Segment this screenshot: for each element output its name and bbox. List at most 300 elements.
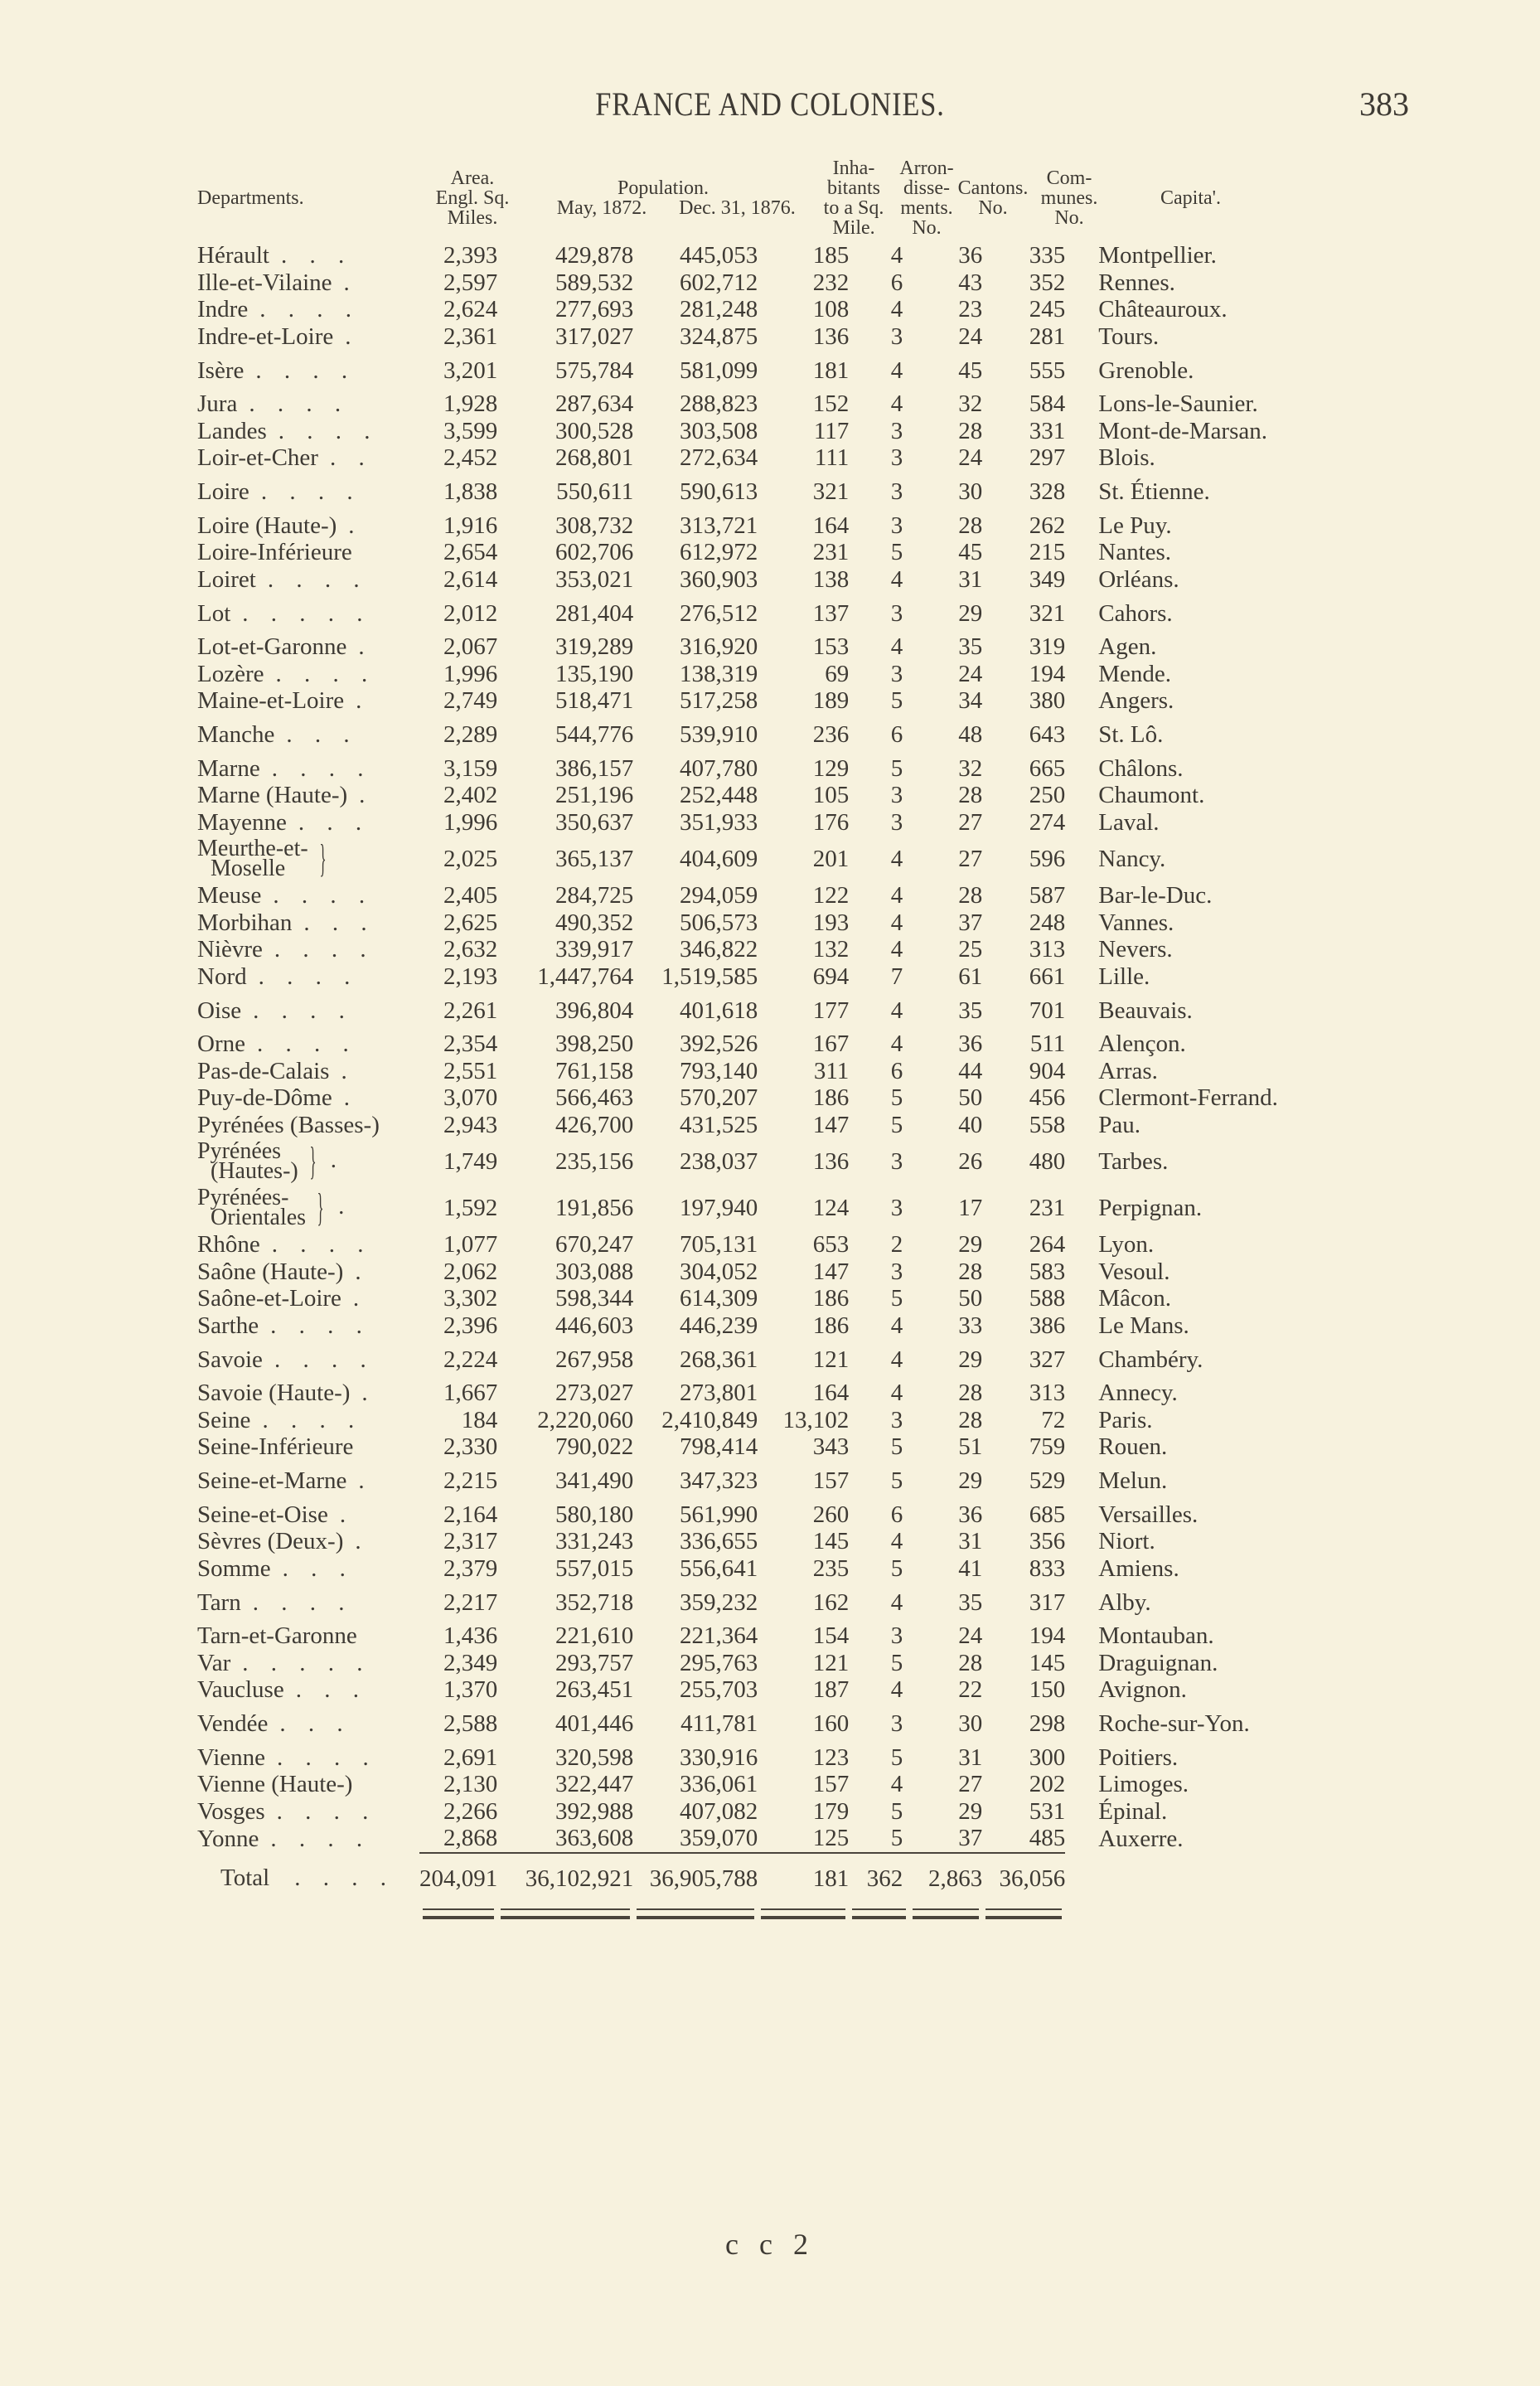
communes-count: 587 bbox=[1029, 882, 1066, 909]
capital-city: Rouen. bbox=[1098, 1433, 1168, 1461]
population-1872: 557,015 bbox=[555, 1554, 634, 1582]
arrondissements-count: 3 bbox=[890, 599, 903, 627]
cantons-count: 41 bbox=[958, 1554, 983, 1582]
department-name bbox=[197, 1138, 298, 1184]
capital-city: Versailles. bbox=[1098, 1501, 1199, 1528]
department-name: Tarn bbox=[197, 1588, 241, 1616]
inhabitants-per-sq-mile: 201 bbox=[812, 846, 850, 872]
population-1872: 1,447,764 bbox=[537, 963, 634, 990]
capital-city: Vesoul. bbox=[1098, 1258, 1170, 1285]
total-department-area: 204,091 bbox=[419, 1853, 497, 1903]
table-row bbox=[197, 1771, 1278, 1798]
communes-count: 596 bbox=[1029, 846, 1066, 872]
population-1872: 575,784 bbox=[555, 356, 634, 384]
page-number: 383 bbox=[1359, 85, 1409, 123]
total-population-1872: 36,102,921 bbox=[497, 1853, 633, 1903]
communes-count: 328 bbox=[1029, 478, 1066, 505]
cantons-count: 32 bbox=[958, 390, 983, 418]
department-area: 2,943 bbox=[443, 1111, 498, 1138]
table-row bbox=[197, 323, 1278, 351]
communes-count: 319 bbox=[1029, 633, 1066, 661]
inhabitants-per-sq-mile: 186 bbox=[812, 1285, 850, 1312]
leader-dots: . . . bbox=[295, 1676, 367, 1704]
leader-dots: . bbox=[341, 1057, 356, 1084]
table-row bbox=[197, 782, 1278, 809]
department-name: Saône (Haute-) bbox=[197, 1258, 344, 1285]
population-1876: 360,903 bbox=[680, 565, 758, 593]
table-row bbox=[197, 936, 1278, 963]
department-area: 2,062 bbox=[443, 1258, 498, 1285]
department-name-cell bbox=[197, 350, 419, 390]
department-name-cell bbox=[197, 1058, 419, 1085]
cantons-count: 23 bbox=[958, 296, 983, 323]
capital-city: Chaumont. bbox=[1098, 782, 1205, 809]
population-1876: 446,239 bbox=[680, 1312, 758, 1339]
population-1872: 350,637 bbox=[555, 808, 634, 836]
cantons-count: 45 bbox=[958, 539, 983, 566]
arrondissements-count: 6 bbox=[890, 721, 903, 748]
table-row bbox=[197, 296, 1278, 323]
cantons-count: 28 bbox=[958, 1649, 983, 1676]
cantons-count: 31 bbox=[958, 1528, 983, 1555]
capital-city: Angers. bbox=[1098, 687, 1174, 715]
population-1872: 790,022 bbox=[555, 1433, 634, 1461]
population-1876: 431,525 bbox=[680, 1111, 758, 1138]
population-1876: 2,410,849 bbox=[661, 1406, 758, 1433]
department-name-cell bbox=[197, 472, 419, 512]
communes-count: 583 bbox=[1029, 1258, 1066, 1285]
leader-dots: . . . . bbox=[294, 1865, 395, 1891]
department-name: Lot-et-Garonne bbox=[197, 633, 347, 661]
table-row bbox=[197, 1461, 1278, 1501]
department-name-cell bbox=[197, 1825, 419, 1853]
header-area-line: Engl. Sq. bbox=[435, 187, 510, 209]
arrondissements-count: 4 bbox=[890, 1312, 903, 1339]
header-area-line: Area. bbox=[450, 167, 495, 189]
double-rule bbox=[501, 1908, 630, 1919]
population-1872: 303,088 bbox=[555, 1258, 634, 1285]
department-name-cell bbox=[197, 990, 419, 1031]
department-name-cell bbox=[197, 1312, 419, 1340]
table-row bbox=[197, 715, 1278, 755]
population-1876: 590,613 bbox=[680, 478, 758, 505]
population-1876: 336,655 bbox=[680, 1528, 758, 1555]
table-row bbox=[197, 593, 1278, 633]
leader-dots: . bbox=[345, 322, 360, 350]
inhabitants-per-sq-mile: 236 bbox=[812, 721, 850, 748]
department-name-cell bbox=[197, 809, 419, 837]
leader-dots: . bbox=[330, 1146, 346, 1173]
department-name: Sèvres (Deux-) bbox=[197, 1528, 344, 1555]
department-name: Savoie (Haute-) bbox=[197, 1380, 351, 1407]
department-name: Vaucluse bbox=[197, 1676, 284, 1704]
cantons-count: 31 bbox=[958, 565, 983, 593]
population-1872: 251,196 bbox=[555, 782, 634, 809]
capital-city: Lille. bbox=[1098, 963, 1150, 990]
communes-count: 215 bbox=[1029, 539, 1066, 566]
communes-count: 661 bbox=[1029, 963, 1066, 990]
population-1876: 303,508 bbox=[680, 417, 758, 444]
arrondissements-count: 5 bbox=[890, 1467, 903, 1494]
department-name: Rhône bbox=[197, 1231, 260, 1258]
capital-city: Grenoble. bbox=[1098, 356, 1194, 384]
cantons-count: 36 bbox=[958, 1501, 983, 1528]
department-name-cell bbox=[197, 1622, 419, 1650]
department-area: 2,217 bbox=[443, 1588, 498, 1616]
communes-count: 380 bbox=[1029, 687, 1066, 715]
leader-dots: . bbox=[338, 1192, 353, 1220]
population-1876: 138,319 bbox=[680, 660, 758, 687]
leader-dots: . bbox=[343, 269, 358, 296]
inhabitants-per-sq-mile: 137 bbox=[812, 599, 850, 627]
cantons-count: 27 bbox=[958, 808, 983, 836]
communes-count: 584 bbox=[1029, 390, 1066, 418]
department-name: Saône-et-Loire bbox=[197, 1285, 341, 1312]
leader-dots: . . . . bbox=[252, 1588, 353, 1616]
population-1872: 365,137 bbox=[555, 846, 634, 872]
population-1872: 287,634 bbox=[555, 390, 634, 418]
department-name: Oise bbox=[197, 997, 242, 1024]
inhabitants-per-sq-mile: 145 bbox=[812, 1528, 850, 1555]
department-name bbox=[197, 836, 308, 881]
department-name: Pyrénées (Basses-) bbox=[197, 1111, 380, 1138]
department-name-cell bbox=[197, 242, 419, 269]
department-area: 2,130 bbox=[443, 1771, 498, 1798]
cantons-count: 36 bbox=[958, 242, 983, 269]
inhabitants-per-sq-mile: 231 bbox=[812, 539, 850, 566]
cantons-count: 30 bbox=[958, 1710, 983, 1737]
department-name: Vosges bbox=[197, 1797, 265, 1825]
table-row bbox=[197, 418, 1278, 445]
inhabitants-per-sq-mile: 13,102 bbox=[782, 1406, 850, 1433]
inhabitants-per-sq-mile: 653 bbox=[812, 1231, 850, 1258]
cantons-count: 24 bbox=[958, 660, 983, 687]
inhabitants-per-sq-mile: 181 bbox=[812, 356, 850, 384]
population-1872: 284,725 bbox=[555, 882, 634, 909]
department-area: 1,592 bbox=[443, 1195, 498, 1221]
department-name-cell bbox=[197, 936, 419, 963]
department-name: Loir-et-Cher bbox=[197, 444, 318, 472]
table-row bbox=[197, 1650, 1278, 1677]
population-1876: 407,082 bbox=[680, 1797, 758, 1825]
capital-city: Le Puy. bbox=[1098, 512, 1172, 539]
arrondissements-count: 4 bbox=[890, 1528, 903, 1555]
cantons-count: 28 bbox=[958, 417, 983, 444]
header-cantons-line: No. bbox=[978, 197, 1008, 219]
department-name-cell bbox=[197, 1084, 419, 1112]
capital-city: Alençon. bbox=[1098, 1031, 1186, 1058]
department-area: 2,597 bbox=[443, 269, 498, 296]
table-row bbox=[197, 1185, 1278, 1231]
communes-count: 262 bbox=[1029, 512, 1066, 539]
inhabitants-per-sq-mile: 108 bbox=[812, 296, 850, 323]
department-name: Lozère bbox=[197, 660, 264, 687]
capital-city: Lyon. bbox=[1098, 1231, 1155, 1258]
population-1876: 295,763 bbox=[680, 1649, 758, 1676]
cantons-count: 50 bbox=[958, 1084, 983, 1112]
communes-count: 72 bbox=[1041, 1406, 1066, 1433]
capital-city: Avignon. bbox=[1098, 1676, 1187, 1704]
leader-dots: . bbox=[355, 1258, 370, 1285]
capital-city: Bar-le-Duc. bbox=[1098, 882, 1213, 909]
leader-dots: . . . bbox=[279, 1710, 351, 1737]
inhabitants-per-sq-mile: 321 bbox=[812, 478, 850, 505]
total-communes-count: 36,056 bbox=[982, 1853, 1065, 1903]
arrondissements-count: 3 bbox=[890, 1258, 903, 1285]
population-1872: 670,247 bbox=[555, 1231, 634, 1258]
population-1876: 517,258 bbox=[680, 687, 758, 715]
capital-city: Pau. bbox=[1098, 1111, 1140, 1138]
inhabitants-per-sq-mile: 176 bbox=[812, 808, 850, 836]
population-1872: 544,776 bbox=[555, 721, 634, 748]
population-1872: 363,608 bbox=[555, 1825, 634, 1852]
capital-city: Agen. bbox=[1098, 633, 1157, 661]
department-name-cell bbox=[197, 1582, 419, 1622]
department-area: 2,452 bbox=[443, 444, 498, 472]
department-area: 2,361 bbox=[443, 322, 498, 350]
leader-dots: . . . . bbox=[256, 1031, 357, 1058]
total-label: Total bbox=[220, 1865, 270, 1891]
empty-cell bbox=[1065, 1853, 1278, 1903]
department-name: Indre-et-Loire bbox=[197, 322, 334, 350]
population-1872: 550,611 bbox=[556, 478, 634, 505]
population-1872: 446,603 bbox=[555, 1312, 634, 1339]
population-1872: 268,801 bbox=[555, 444, 634, 472]
inhabitants-per-sq-mile: 164 bbox=[812, 1380, 850, 1407]
population-1872: 589,532 bbox=[555, 269, 634, 296]
inhabitants-per-sq-mile: 157 bbox=[812, 1771, 850, 1798]
department-name-cell bbox=[197, 323, 419, 351]
signature-mark: c c 2 bbox=[725, 2228, 815, 2261]
table-row bbox=[197, 444, 1278, 472]
department-area: 2,614 bbox=[443, 565, 498, 593]
department-name-cell bbox=[197, 1380, 419, 1407]
capital-city: Mâcon. bbox=[1098, 1285, 1172, 1312]
arrondissements-count: 4 bbox=[890, 1031, 903, 1058]
inhabitants-per-sq-mile: 125 bbox=[812, 1825, 850, 1852]
inhabitants-per-sq-mile: 162 bbox=[812, 1588, 850, 1616]
department-name-cell bbox=[197, 1501, 419, 1529]
leader-dots: . . . . . bbox=[242, 599, 371, 627]
communes-count: 833 bbox=[1029, 1554, 1066, 1582]
department-name: Landes bbox=[197, 417, 267, 444]
department-name: Seine-et-Oise bbox=[197, 1501, 328, 1528]
department-name-cell bbox=[197, 1231, 419, 1258]
department-name-cell bbox=[197, 836, 419, 882]
communes-count: 231 bbox=[1029, 1195, 1066, 1221]
capital-city: Limoges. bbox=[1098, 1771, 1189, 1798]
capital-city: Rennes. bbox=[1098, 269, 1175, 296]
population-1876: 221,364 bbox=[680, 1622, 758, 1650]
population-1876: 392,526 bbox=[680, 1031, 758, 1058]
department-name-cell bbox=[197, 296, 419, 323]
leader-dots: . bbox=[358, 633, 373, 661]
communes-count: 335 bbox=[1029, 242, 1066, 269]
header-density-line: to a Sq. bbox=[823, 197, 884, 219]
cantons-count: 28 bbox=[958, 1258, 983, 1285]
population-1876: 561,990 bbox=[680, 1501, 758, 1528]
population-1876: 1,519,585 bbox=[661, 963, 758, 990]
table-row bbox=[197, 1676, 1278, 1704]
table-row bbox=[197, 566, 1278, 594]
leader-dots: . . . . bbox=[278, 417, 379, 444]
department-area: 2,551 bbox=[443, 1057, 498, 1084]
department-name-cell bbox=[197, 1285, 419, 1312]
department-name-line: (Hautes-) bbox=[211, 1158, 298, 1184]
inhabitants-per-sq-mile: 186 bbox=[812, 1312, 850, 1339]
population-1876: 359,232 bbox=[680, 1588, 758, 1616]
leader-dots: . . . bbox=[282, 1554, 354, 1582]
inhabitants-per-sq-mile: 147 bbox=[812, 1111, 850, 1138]
leader-dots: . bbox=[355, 1528, 370, 1555]
department-area: 1,916 bbox=[443, 512, 498, 539]
department-area: 2,405 bbox=[443, 882, 498, 909]
department-name: Lot bbox=[197, 599, 231, 627]
table-row bbox=[197, 1285, 1278, 1312]
table-row bbox=[197, 390, 1278, 418]
inhabitants-per-sq-mile: 160 bbox=[812, 1710, 850, 1737]
leader-dots: . bbox=[352, 1285, 368, 1312]
cantons-count: 45 bbox=[958, 356, 983, 384]
population-1876: 570,207 bbox=[680, 1084, 758, 1112]
communes-count: 313 bbox=[1029, 1380, 1066, 1407]
communes-count: 555 bbox=[1029, 356, 1066, 384]
total-arrondissements-count: 362 bbox=[849, 1853, 909, 1903]
department-area: 2,749 bbox=[443, 687, 498, 715]
communes-count: 531 bbox=[1029, 1797, 1066, 1825]
cantons-count: 61 bbox=[958, 963, 983, 990]
department-area: 2,393 bbox=[443, 242, 498, 269]
capital-city: Épinal. bbox=[1098, 1797, 1168, 1825]
leader-dots: . bbox=[359, 782, 374, 809]
department-area: 2,266 bbox=[443, 1797, 498, 1825]
header-density-line: Mile. bbox=[832, 217, 875, 239]
inhabitants-per-sq-mile: 69 bbox=[825, 660, 850, 687]
communes-count: 386 bbox=[1029, 1312, 1066, 1339]
department-name-cell bbox=[197, 539, 419, 566]
arrondissements-count: 4 bbox=[890, 1588, 903, 1616]
arrondissements-count: 3 bbox=[890, 660, 903, 687]
header-pop-1872: May, 1872. bbox=[556, 197, 647, 219]
table-row bbox=[197, 1407, 1278, 1434]
capital-city: Paris. bbox=[1098, 1406, 1153, 1433]
double-rule bbox=[913, 1908, 979, 1919]
department-area: 2,289 bbox=[443, 721, 498, 748]
cantons-count: 51 bbox=[958, 1433, 983, 1461]
leader-dots: . . . . bbox=[277, 1743, 377, 1771]
population-1876: 268,361 bbox=[680, 1346, 758, 1373]
population-1872: 580,180 bbox=[555, 1501, 634, 1528]
table-row bbox=[197, 1112, 1278, 1139]
department-name: Somme bbox=[197, 1554, 271, 1582]
arrondissements-count: 4 bbox=[890, 1346, 903, 1373]
population-1872: 396,804 bbox=[555, 997, 634, 1024]
department-name: Marne (Haute-) bbox=[197, 782, 348, 809]
population-1872: 293,757 bbox=[555, 1649, 634, 1676]
cantons-count: 22 bbox=[958, 1676, 983, 1704]
double-rule bbox=[423, 1908, 494, 1919]
table-row bbox=[197, 1528, 1278, 1555]
department-area: 2,025 bbox=[443, 846, 498, 872]
table-row bbox=[197, 1312, 1278, 1340]
cantons-count: 48 bbox=[958, 721, 983, 748]
department-name-line: Moselle bbox=[211, 856, 286, 881]
leader-dots: . . . . bbox=[274, 936, 375, 963]
department-name: Savoie bbox=[197, 1346, 263, 1373]
arrondissements-count: 4 bbox=[890, 1380, 903, 1407]
arrondissements-count: 5 bbox=[890, 1554, 903, 1582]
leader-dots: . bbox=[361, 1380, 376, 1407]
leader-dots: . . . bbox=[303, 909, 375, 936]
arrondissements-count: 4 bbox=[890, 356, 903, 384]
population-1876: 793,140 bbox=[680, 1057, 758, 1084]
arrondissements-count: 4 bbox=[890, 242, 903, 269]
header-communes bbox=[1036, 168, 1102, 228]
capital-city: Lons-le-Saunier. bbox=[1098, 390, 1258, 418]
department-name: Sarthe bbox=[197, 1312, 259, 1339]
population-1876: 304,052 bbox=[680, 1258, 758, 1285]
communes-count: 317 bbox=[1029, 1588, 1066, 1616]
total-label-cell bbox=[197, 1853, 419, 1903]
population-1872: 235,156 bbox=[555, 1148, 634, 1175]
communes-count: 297 bbox=[1029, 444, 1066, 472]
table-row bbox=[197, 882, 1278, 909]
department-name: Maine-et-Loire bbox=[197, 687, 345, 715]
table-row bbox=[197, 1339, 1278, 1380]
department-name: Manche bbox=[197, 721, 275, 748]
population-1872: 341,490 bbox=[555, 1467, 634, 1494]
department-area: 2,349 bbox=[443, 1649, 498, 1676]
department-name: Vendée bbox=[197, 1710, 269, 1737]
cantons-count: 44 bbox=[958, 1057, 983, 1084]
population-1876: 324,875 bbox=[680, 322, 758, 350]
department-area: 1,928 bbox=[443, 390, 498, 418]
department-name-cell bbox=[197, 963, 419, 991]
department-name: Hérault bbox=[197, 242, 269, 269]
communes-count: 456 bbox=[1029, 1084, 1066, 1112]
communes-count: 558 bbox=[1029, 1111, 1066, 1138]
population-1872: 518,471 bbox=[555, 687, 634, 715]
arrondissements-count: 4 bbox=[890, 390, 903, 418]
population-1872: 281,404 bbox=[555, 599, 634, 627]
department-name-cell bbox=[197, 1528, 419, 1555]
population-1876: 401,618 bbox=[680, 997, 758, 1024]
cantons-count: 33 bbox=[958, 1312, 983, 1339]
header-communes-line: Com- bbox=[1046, 167, 1092, 189]
inhabitants-per-sq-mile: 136 bbox=[812, 322, 850, 350]
population-1872: 392,988 bbox=[555, 1797, 634, 1825]
department-name: Nord bbox=[197, 963, 247, 990]
communes-count: 685 bbox=[1029, 1501, 1066, 1528]
population-1872: 566,463 bbox=[555, 1084, 634, 1112]
population-1876: 273,801 bbox=[680, 1380, 758, 1407]
population-1876: 539,910 bbox=[680, 721, 758, 748]
cantons-count: 24 bbox=[958, 444, 983, 472]
leader-dots: . bbox=[356, 687, 370, 715]
communes-count: 298 bbox=[1029, 1710, 1066, 1737]
departments-table-body bbox=[197, 242, 1278, 1903]
arrondissements-count: 4 bbox=[890, 296, 903, 323]
population-1876: 294,059 bbox=[680, 882, 758, 909]
table-row bbox=[197, 350, 1278, 390]
department-area: 2,261 bbox=[443, 997, 498, 1024]
inhabitants-per-sq-mile: 121 bbox=[812, 1649, 850, 1676]
department-name-cell bbox=[197, 1031, 419, 1058]
arrondissements-count: 4 bbox=[890, 936, 903, 963]
department-area: 2,012 bbox=[443, 599, 498, 627]
department-area: 2,632 bbox=[443, 936, 498, 963]
department-area: 1,077 bbox=[443, 1231, 498, 1258]
